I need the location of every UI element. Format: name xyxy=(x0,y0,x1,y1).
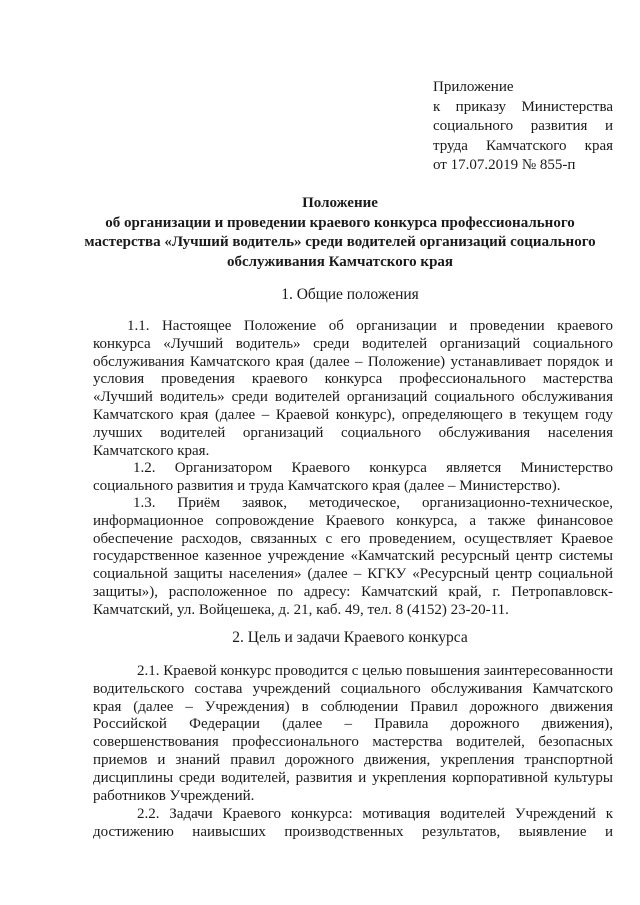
text-line: социального развития и труда Камчатского края (далее – Министерство). xyxy=(93,477,561,494)
text-line: приемов и знаний правил дорожного движения, укрепления транспортной xyxy=(93,751,613,768)
text-line: обслуживания Камчатского края (далее – Положение) устанавливает порядок и xyxy=(93,353,613,370)
text-line: 1.1. Настоящее Положение об организации и проведении краевого xyxy=(127,318,613,334)
title-line: Положение xyxy=(302,195,378,211)
text-line: работников Учреждений. xyxy=(93,787,255,804)
appendix-line: Приложение xyxy=(433,79,514,95)
text-line: Камчатский, ул. Войцешека, д. 21, каб. 49, тел. 8 (4152) 23-20-11. xyxy=(93,601,509,618)
text-line: обеспечение расходов, связанных с его проведением, осуществляет Краевое xyxy=(93,530,613,547)
text-line: защиты»), расположенное по адресу: Камчатский край, г. Петропавловск- xyxy=(93,583,613,600)
text-line: 2.1. Краевой конкурс проводится с целью повышения заинтересованности xyxy=(137,663,613,679)
text-line: дисциплины среди водителей, развития и укрепления корпоративной культуры xyxy=(93,769,613,786)
text-line: Камчатского края. xyxy=(93,442,210,459)
text-line: конкурса «Лучший водитель» среди водителей организаций социального xyxy=(93,335,613,352)
text-line: 2.2. Задачи Краевого конкурса: мотивация водителей Учреждений к xyxy=(137,806,613,822)
text-line: 1.3. Приём заявок, методическое, организационно-техническое, xyxy=(133,495,613,511)
text-line: достижению наивысших производственных результатов, выявление и xyxy=(93,823,613,840)
text-line: водительского состава учреждений социального обслуживания Камчатского xyxy=(93,680,613,697)
appendix-line: от 17.07.2019 № 855-п xyxy=(433,157,576,173)
text-line: лучших водителей организаций социального обслуживания населения xyxy=(93,424,613,441)
text-line: края (далее – Учреждения) в соблюдении Правил дорожного движения xyxy=(93,698,613,715)
text-line: Камчатского края (далее – Краевой конкурс), определяющего в текущем году xyxy=(93,406,613,423)
section-heading: 2. Цель и задачи Краевого конкурса xyxy=(232,629,468,646)
title-line: обслуживания Камчатского края xyxy=(226,253,454,270)
text-line: государственное казенное учреждение «Камчатский ресурсный центр системы xyxy=(93,548,613,565)
paragraph-1-2 xyxy=(93,460,613,496)
paragraph-1-1 xyxy=(93,318,613,460)
section-heading: 1. Общие положения xyxy=(281,286,419,303)
text-line: 1.2. Организатором Краевого конкурса является Министерство xyxy=(133,460,613,476)
paragraph-2-2 xyxy=(93,806,613,842)
text-line: информационное сопровождение Краевого конкурса, а также финансовое xyxy=(93,512,613,529)
text-line: совершенствования профессионального мастерства водителей, безопасных xyxy=(93,734,613,751)
appendix-line: труда Камчатского края xyxy=(433,137,613,154)
text-line: социальной защиты населения» (далее – КГКУ «Ресурсный центр социальной xyxy=(93,566,613,583)
text-line: Российской Федерации (далее – Правила дорожного движения), xyxy=(93,716,613,733)
appendix-block xyxy=(433,78,613,176)
paragraph-2-1 xyxy=(93,663,613,805)
title-line: об организации и проведении краевого конкурса профессионального xyxy=(105,214,575,231)
document-title xyxy=(60,194,620,272)
title-line: мастерства «Лучший водитель» среди водителей организаций социального xyxy=(84,234,596,250)
paragraph-1-3 xyxy=(93,495,613,620)
text-line: «Лучший водитель» среди водителей организаций социального обслуживания xyxy=(93,389,613,406)
appendix-line: к приказу Министерства xyxy=(433,98,613,115)
text-line: условия проведения краевого конкурса профессионального мастерства xyxy=(93,371,613,388)
appendix-line: социального развития и xyxy=(433,118,613,134)
